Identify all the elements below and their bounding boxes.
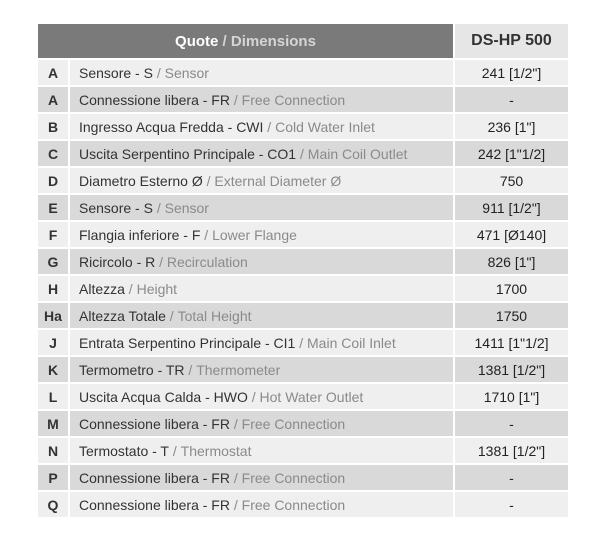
row-description-en: Thermostat <box>180 442 252 459</box>
row-description <box>70 276 453 301</box>
row-code: Q <box>38 492 68 517</box>
row-code: J <box>38 330 68 355</box>
row-description-separator: / <box>202 172 215 189</box>
row-description-it: Sensore - S <box>79 64 153 81</box>
row-description <box>70 60 453 85</box>
row-description-it: Ricircolo - R <box>79 253 156 270</box>
row-code: C <box>38 141 68 166</box>
row-description-separator: / <box>165 307 178 324</box>
row-description <box>70 222 453 247</box>
table-row <box>38 384 568 409</box>
row-description <box>70 357 453 382</box>
table-row <box>38 168 568 193</box>
row-description-it: Connessione libera - FR <box>79 415 230 432</box>
row-description-separator: / <box>200 226 213 243</box>
row-description-en: Lower Flange <box>212 226 297 243</box>
row-description-en: Thermometer <box>196 361 281 378</box>
row-code: A <box>38 60 68 85</box>
table-row <box>38 87 568 112</box>
row-description-separator: / <box>152 64 165 81</box>
table-row <box>38 411 568 436</box>
table-row <box>38 195 568 220</box>
header-model: DS-HP 500 <box>455 24 568 58</box>
row-description <box>70 330 453 355</box>
row-description-it: Altezza <box>79 280 125 297</box>
header-label-en: Dimensions <box>230 32 316 50</box>
table-row <box>38 114 568 139</box>
row-code: G <box>38 249 68 274</box>
row-value: 826 [1"] <box>455 249 568 274</box>
row-description-it: Altezza Totale <box>79 307 166 324</box>
table-body <box>38 60 568 517</box>
row-description-en: Hot Water Outlet <box>259 388 364 405</box>
table-header <box>38 24 568 58</box>
row-description-it: Termostato - T <box>79 442 169 459</box>
row-value: 1710 [1"] <box>455 384 568 409</box>
row-description <box>70 141 453 166</box>
header-label-it: Quote <box>175 32 219 50</box>
row-description <box>70 303 453 328</box>
row-description-separator: / <box>184 361 197 378</box>
row-value: 1700 <box>455 276 568 301</box>
row-description <box>70 438 453 463</box>
row-description-separator: / <box>169 442 181 459</box>
dimensions-table <box>38 24 568 519</box>
row-description-it: Termometro - TR <box>79 361 185 378</box>
row-value: 911 [1/2"] <box>455 195 568 220</box>
row-description-it: Diametro Esterno Ø <box>79 172 203 189</box>
table-row <box>38 465 568 490</box>
row-code: M <box>38 411 68 436</box>
row-code: Ha <box>38 303 68 328</box>
row-description-en: Free Connection <box>241 496 346 513</box>
table-row <box>38 249 568 274</box>
row-code: E <box>38 195 68 220</box>
row-description-it: Connessione libera - FR <box>79 496 230 513</box>
table-row <box>38 438 568 463</box>
row-description-separator: / <box>247 388 260 405</box>
table-row <box>38 141 568 166</box>
row-description-separator: / <box>296 145 308 162</box>
row-description-separator: / <box>295 334 308 351</box>
row-description-separator: / <box>263 118 276 135</box>
row-description <box>70 168 453 193</box>
row-description-en: Free Connection <box>241 469 346 486</box>
table-row <box>38 303 568 328</box>
header-label <box>38 24 453 58</box>
row-value: 236 [1"] <box>455 114 568 139</box>
row-value: 1411 [1"1/2] <box>455 330 568 355</box>
row-code: H <box>38 276 68 301</box>
row-description <box>70 411 453 436</box>
row-value: - <box>455 465 568 490</box>
row-description <box>70 87 453 112</box>
row-description-separator: / <box>124 280 137 297</box>
row-description-en: Free Connection <box>241 91 346 108</box>
row-description-it: Entrata Serpentino Principale - CI1 <box>79 334 296 351</box>
header-label-separator: / <box>218 32 231 50</box>
row-description-it: Sensore - S <box>79 199 153 216</box>
row-value: 241 [1/2"] <box>455 60 568 85</box>
row-code: K <box>38 357 68 382</box>
row-description <box>70 384 453 409</box>
row-code: P <box>38 465 68 490</box>
row-description-it: Uscita Serpentino Principale - CO1 <box>79 145 297 162</box>
row-description <box>70 492 453 517</box>
row-value: 1381 [1/2"] <box>455 357 568 382</box>
row-description <box>70 249 453 274</box>
row-value: - <box>455 411 568 436</box>
row-value: 750 <box>455 168 568 193</box>
row-description-en: Main Coil Inlet <box>307 334 396 351</box>
row-description-en: Sensor <box>164 199 209 216</box>
table-row <box>38 357 568 382</box>
row-value: - <box>455 492 568 517</box>
row-code: N <box>38 438 68 463</box>
row-description-en: Recirculation <box>166 253 248 270</box>
row-description-en: Total Height <box>177 307 252 324</box>
row-value: 1750 <box>455 303 568 328</box>
row-code: F <box>38 222 68 247</box>
row-description-en: External Diameter Ø <box>214 172 342 189</box>
row-description-en: Main Coil Outlet <box>307 145 408 162</box>
row-description <box>70 114 453 139</box>
row-value: 242 [1"1/2] <box>455 141 568 166</box>
row-description-separator: / <box>229 415 242 432</box>
row-description-en: Sensor <box>164 64 209 81</box>
row-code: A <box>38 87 68 112</box>
row-description-separator: / <box>155 253 167 270</box>
row-description-separator: / <box>229 91 242 108</box>
table-row <box>38 222 568 247</box>
row-description-it: Connessione libera - FR <box>79 469 230 486</box>
row-value: 1381 [1/2"] <box>455 438 568 463</box>
row-description-it: Ingresso Acqua Fredda - CWI <box>79 118 264 135</box>
row-description-en: Height <box>136 280 178 297</box>
row-code: D <box>38 168 68 193</box>
row-code: L <box>38 384 68 409</box>
table-row <box>38 492 568 517</box>
row-description-it: Connessione libera - FR <box>79 91 230 108</box>
row-value: - <box>455 87 568 112</box>
row-description-en: Free Connection <box>241 415 346 432</box>
row-description-it: Flangia inferiore - F <box>79 226 201 243</box>
row-description-separator: / <box>229 496 242 513</box>
row-description-separator: / <box>229 469 242 486</box>
table-row <box>38 330 568 355</box>
row-description-separator: / <box>152 199 165 216</box>
row-description <box>70 195 453 220</box>
row-value: 471 [Ø140] <box>455 222 568 247</box>
table-row <box>38 60 568 85</box>
row-description <box>70 465 453 490</box>
row-description-en: Cold Water Inlet <box>275 118 375 135</box>
row-description-it: Uscita Acqua Calda - HWO <box>79 388 248 405</box>
row-code: B <box>38 114 68 139</box>
table-row <box>38 276 568 301</box>
